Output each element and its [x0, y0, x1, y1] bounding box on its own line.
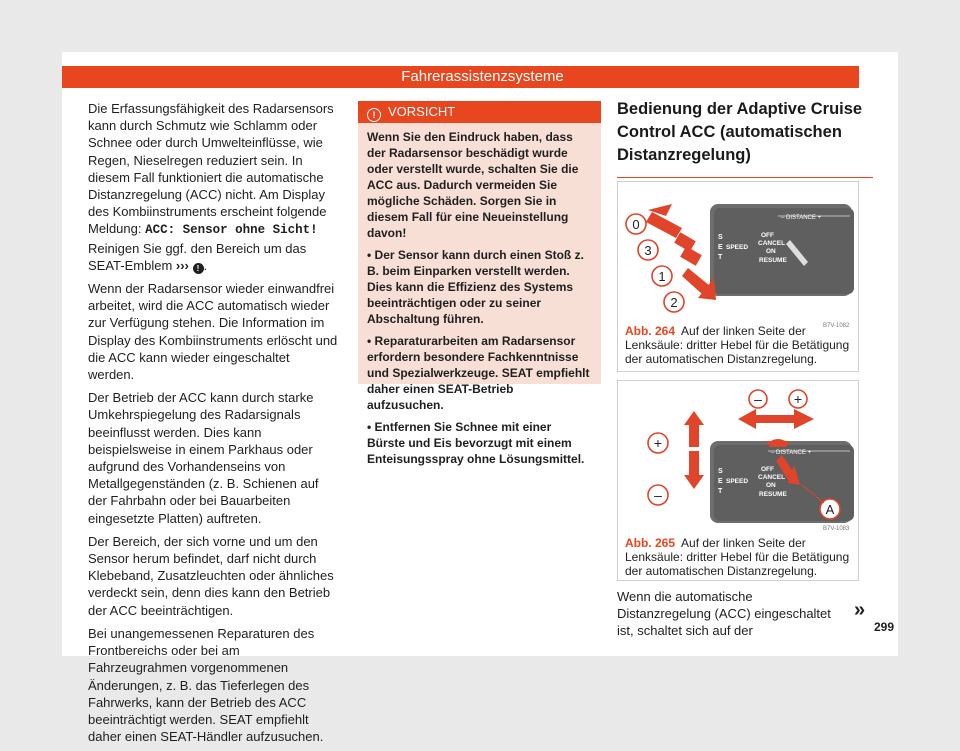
- svg-text:S: S: [718, 234, 723, 241]
- svg-text:+: +: [653, 435, 663, 451]
- caution-bullet-1: • Der Sensor kann durch einen Stoß z. B. beim Einparken verstellt werden. Dies kann die Effizienz des Systems beeinträchtigen oder zu seiner Abschaltung führen.: [367, 248, 584, 326]
- caution-box: [358, 101, 601, 466]
- caution-bullet-2: • Reparaturarbeiten am Radarsensor erfordern besondere Fachkenntnisse und Spezialwerkzeuge. SEAT empfiehlt daher einen SEAT-Betrieb aufzusuchen.: [367, 334, 590, 412]
- figure-264-text: Auf der linken Seite der Lenksäule: dritter Hebel für die Betätigung der automatischen Distanzregelung.: [625, 324, 850, 366]
- figure-265: [617, 380, 859, 581]
- cross-reference[interactable]: ›››: [175, 257, 189, 273]
- svg-text:SPEED: SPEED: [726, 478, 749, 485]
- lever-illustration-2: [618, 381, 858, 533]
- svg-text:3: 3: [644, 243, 652, 258]
- continuation-text: Wenn die automatische Distanzregelung (ACC) eingeschaltet ist, schaltet sich auf der: [617, 589, 831, 638]
- page-number: 299: [874, 620, 895, 634]
- caution-bullet-3: • Entfernen Sie Schnee mit einer Bürste und Eis bevorzugt mit einem Enteisungsspray ohne Lösungsmittel.: [367, 420, 585, 466]
- paragraph-2: Wenn der Radarsensor wieder einwandfrei arbeitet, wird die ACC automatisch wieder zur Verfügung stehen. Die Information im Display des Kombiinstruments erlöscht und die ACC kann wieder eingeschaltet werden.: [88, 281, 338, 383]
- paragraph-1-text: Die Erfassungsfähigkeit des Radarsensors kann durch Schmutz wie Schlamm oder Schnee oder durch Umwelteinflüsse, wie Regen, Nieselregen reduziert sein. In diesem Fall funktioniert die automatische Distanzregelung (ACC) nicht. Am Display des Kombiinstruments erscheint folgende Meldung:: [88, 101, 334, 237]
- figure-265-caption: [625, 536, 851, 578]
- figure-264-number: Abb. 264: [625, 324, 676, 338]
- svg-text:1: 1: [658, 269, 666, 284]
- text-column-1: [88, 100, 338, 751]
- caution-paragraph-1: Wenn Sie den Eindruck haben, dass der Radarsensor beschädigt wurde oder verstellt wurde, schalten Sie die ACC aus. Dadurch vermeiden Sie mögliche Schäden. Sorgen Sie in diesem Fall für eine Neueinstellung davon!: [367, 130, 579, 240]
- svg-text:+: +: [793, 391, 803, 407]
- figure-265-number: Abb. 265: [625, 536, 676, 550]
- svg-text:T: T: [718, 254, 723, 261]
- chapter-header: [62, 66, 859, 88]
- chapter-title: Fahrerassistenzsysteme: [401, 68, 564, 85]
- svg-text:2: 2: [670, 295, 678, 310]
- svg-text:RESUME: RESUME: [759, 491, 787, 498]
- svg-text:CANCEL: CANCEL: [758, 240, 786, 247]
- section-title: Bedienung der Adaptive Cruise Control ACC (automatischen Distanzregelung): [617, 98, 873, 178]
- paragraph-3: Der Betrieb der ACC kann durch starke Umkehrspiegelung des Radarsignals beeinflusst werden. Dies kann beispielsweise in einem Parkhaus oder aufgrund des Vorhandenseins von Metallgegenständen (z. B. Schienen auf der Fahrbahn oder bei Bauarbeiten eingesetzte Platten) auftreten.: [88, 390, 319, 526]
- caution-title: VORSICHT: [388, 104, 456, 119]
- svg-text:E: E: [718, 478, 723, 485]
- svg-text:CANCEL: CANCEL: [758, 474, 786, 481]
- svg-text:E: E: [718, 244, 723, 251]
- figure-265-text: Auf der linken Seite der Lenksäule: dritter Hebel für die Betätigung der automatischen Distanzregelung.: [625, 536, 850, 578]
- paragraph-4: Der Bereich, der sich vorne und um den Sensor herum befindet, darf nicht durch Klebeband, Zusatzleuchten oder ähnliches verdeckt sein, denn dies kann den Betrieb der ACC beeinträchtigen.: [88, 533, 334, 618]
- paragraph-5: Bei unangemessenen Reparaturen des Frontbereichs oder bei am Fahrzeugrahmen vorgenommenen Änderungen, z. B. das Tieferlegen des Fahrwerks, kann der Betrieb des ACC beeinträchtigt werden. SEAT empfiehlt daher einen SEAT-Händler aufzusuchen.: [88, 625, 324, 745]
- svg-text:–: –: [654, 487, 662, 503]
- manual-page: [62, 52, 898, 745]
- svg-text:–: –: [754, 391, 762, 407]
- caution-icon: !: [367, 108, 381, 122]
- svg-text:B7V-1082: B7V-1082: [823, 323, 850, 329]
- svg-text:S: S: [718, 468, 723, 475]
- paragraph-1-text-b: Reinigen Sie ggf. den Bereich um das SEAT-Emblem: [88, 240, 307, 273]
- figure-264-caption: [625, 324, 851, 366]
- display-message: ACC: Sensor ohne Sicht!: [145, 223, 318, 238]
- paragraph-1: Die Erfassungsfähigkeit des Radarsensors kann durch Schmutz wie Schlamm oder Schnee oder durch Umwelteinflüsse, wie Regen, Nieselregen reduziert sein. In diesem Fall funktioniert die automatische Distanzregelung (ACC) nicht. Am Display des Kombiinstruments erscheint folgende Meldung: ACC: Sensor ohne Sicht! Reinigen Sie ggf. den Bereich um das SEAT-Emblem ››› ! .: [88, 101, 334, 273]
- svg-text:OFF: OFF: [761, 466, 774, 473]
- svg-text:– DISTANCE +: – DISTANCE +: [781, 215, 822, 221]
- svg-text:– DISTANCE +: – DISTANCE +: [771, 450, 812, 456]
- continue-marker: »: [854, 599, 866, 621]
- warning-ref-icon: !: [193, 263, 204, 274]
- svg-text:ON: ON: [766, 248, 776, 255]
- svg-text:SPEED: SPEED: [726, 244, 749, 251]
- lever-illustration-1: [618, 182, 858, 334]
- svg-text:0: 0: [632, 217, 640, 232]
- section-heading-block: [617, 98, 873, 178]
- svg-text:RESUME: RESUME: [759, 257, 787, 264]
- svg-text:ON: ON: [766, 482, 776, 489]
- caution-header: [358, 101, 601, 123]
- svg-text:B7V-1083: B7V-1083: [823, 526, 850, 532]
- caution-body: [358, 123, 601, 467]
- figure-264: [617, 181, 859, 372]
- svg-text:OFF: OFF: [761, 232, 774, 239]
- svg-text:T: T: [718, 488, 723, 495]
- svg-text:A: A: [825, 502, 835, 517]
